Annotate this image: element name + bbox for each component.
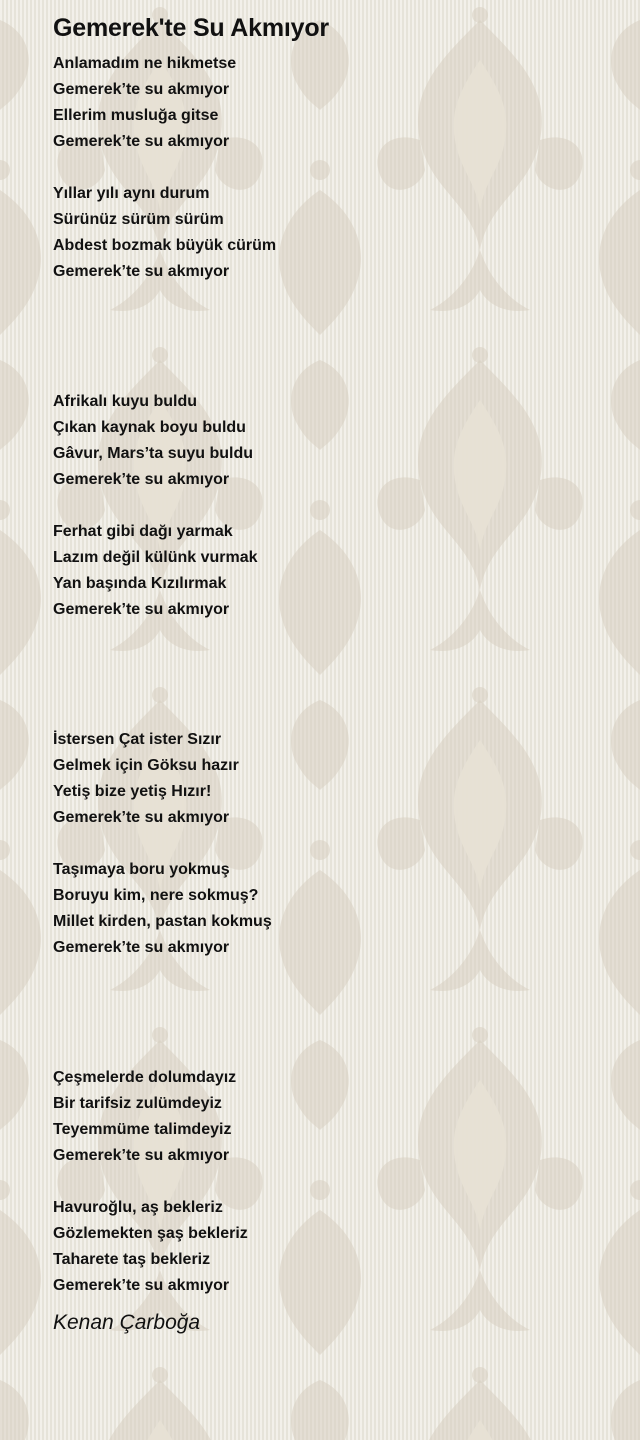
stanza [53,181,613,285]
poem-line: İstersen Çat ister Sızır [53,731,222,748]
poem-line: Gemerek’te su akmıyor [53,939,230,956]
section-gap [53,961,613,1065]
stanza-gap [53,831,613,857]
stanza [53,857,613,961]
poem-line: Teyemmüme talimdeyiz [53,1121,232,1138]
poem-container [53,10,613,1337]
poem-line: Yan başında Kızılırmak [53,575,227,592]
poem-line: Havuroğlu, aş bekleriz [53,1199,223,1216]
poem-line: Bir tarifsiz zulümdeyiz [53,1095,222,1112]
poem-line: Gâvur, Mars’ta suyu buldu [53,445,254,462]
poem-line: Ferhat gibi dağı yarmak [53,523,233,540]
poem-line: Gemerek’te su akmıyor [53,1277,230,1294]
poem-line: Lazım değil külünk vurmak [53,549,258,566]
poem-line: Çeşmelerde dolumdayız [53,1069,237,1086]
poem-line: Afrikalı kuyu buldu [53,393,198,410]
poem-line: Gelmek için Göksu hazır [53,757,239,774]
poem-line: Boruyu kim, nere sokmuş? [53,887,259,904]
poem-line: Gemerek’te su akmıyor [53,471,230,488]
stanza [53,51,613,155]
poem-line: Gemerek’te su akmıyor [53,81,230,98]
section-gap [53,285,613,389]
poem-line: Taşımaya boru yokmuş [53,861,230,878]
stanza [53,389,613,493]
section-gap [53,623,613,727]
poem-line: Gemerek’te su akmıyor [53,809,230,826]
poem-line: Yetiş bize yetiş Hızır! [53,783,212,800]
poem-line: Yıllar yılı aynı durum [53,185,210,202]
poem-line: Gemerek’te su akmıyor [53,133,230,150]
stanza-gap [53,493,613,519]
poem-body [53,51,613,1299]
poem-author: Kenan Çarboğa [53,1311,201,1334]
poem-line: Gemerek’te su akmıyor [53,601,230,618]
poem-line: Gemerek’te su akmıyor [53,263,230,280]
poem-line: Millet kirden, pastan kokmuş [53,913,272,930]
stanza [53,1195,613,1299]
stanza-gap [53,155,613,181]
poem-line: Taharete taş bekleriz [53,1251,211,1268]
stanza-gap [53,1169,613,1195]
poem-line: Anlamadım ne hikmetse [53,55,237,72]
stanza [53,519,613,623]
stanza [53,727,613,831]
poem-line: Sürünüz sürüm sürüm [53,211,224,228]
stanza [53,1065,613,1169]
poem-title: Gemerek'te Su Akmıyor [53,14,329,42]
poem-line: Gemerek’te su akmıyor [53,1147,230,1164]
poem-line: Çıkan kaynak boyu buldu [53,419,246,436]
poem-line: Ellerim musluğa gitse [53,107,219,124]
poem-line: Abdest bozmak büyük cürüm [53,237,277,254]
poem-line: Gözlemekten şaş bekleriz [53,1225,248,1242]
